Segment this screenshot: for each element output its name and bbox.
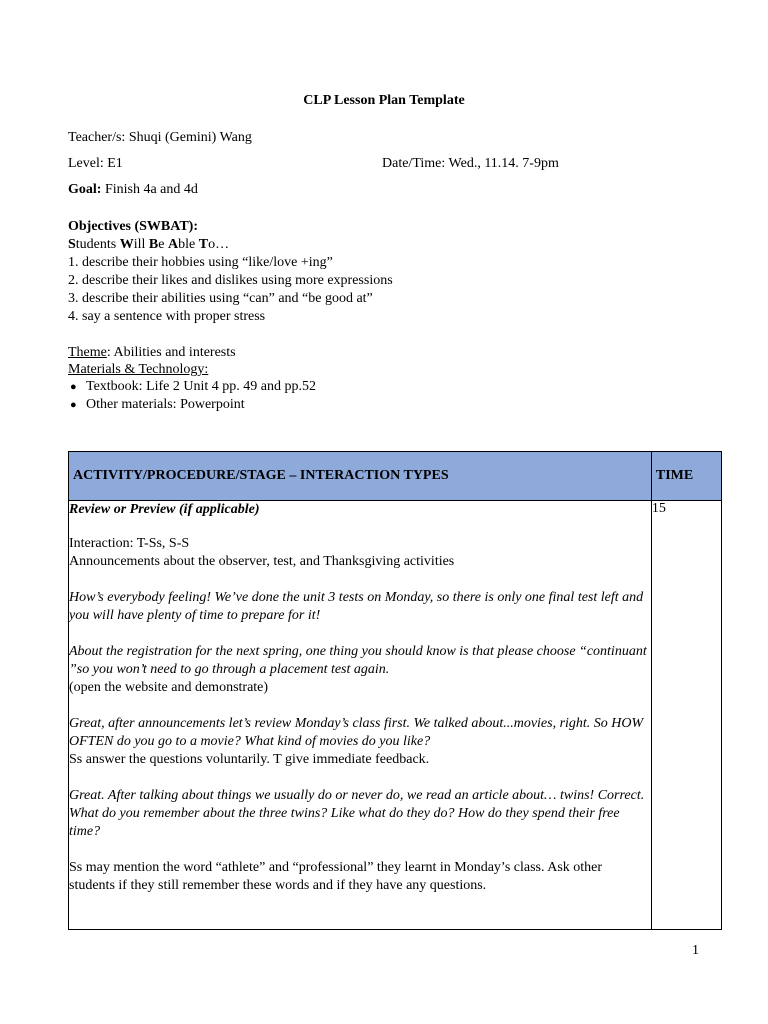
swbat-cap: A [167,237,179,252]
section-title: Review or Preview (if applicable) [69,502,260,517]
objective-item: 2. describe their likes and dislikes using more expressions [68,273,393,288]
activity-column-header [69,452,652,501]
theme-label: Theme [68,345,107,360]
swbat-cap: T [198,237,209,252]
procedure-note: Ss may mention the word “athlete” and “professional” they learnt in Monday’s class. Ask other students if they still remember these words and if they have any questions. [69,860,603,893]
page-title: CLP Lesson Plan Template [303,93,465,108]
time-column-header [651,452,721,501]
swbat-rest: ble [178,237,199,252]
announcements-text: Announcements about the observer, test, and Thanksgiving activities [69,554,455,569]
activity-table [68,451,722,930]
teacher-label: Teacher/s: [68,130,126,145]
materials-list [70,378,316,414]
material-text: Textbook: Life 2 Unit 4 pp. 49 and pp.52 [86,379,316,394]
goal-line [68,181,198,199]
objective-item: 3. describe their abilities using “can” and “be good at” [68,291,373,306]
objectives-heading: Objectives (SWBAT): [68,219,198,234]
page-number: 1 [692,943,699,958]
teacher-script: Great. After talking about things we usually do or never do, we read an article about… twins! Correct. What do you remember about the three twins? Like what do they do? How do they spend their free time? [69,788,645,839]
teacher-line [68,129,252,147]
interaction-text: Interaction: T-Ss, S-S [69,536,190,551]
material-text: Other materials: Powerpoint [86,397,245,412]
bullet-icon: ● [70,399,77,411]
theme-line [68,344,236,362]
teacher-script: How’s everybody feeling! We’ve done the unit 3 tests on Monday, so there is only one final test left and you will have plenty of time to prepare for it! [69,590,644,623]
swbat-rest: o… [208,237,230,252]
goal-value: Finish 4a and 4d [101,182,198,197]
objective-item: 4. say a sentence with proper stress [68,309,266,324]
time-header-text: TIME [655,468,694,483]
objective-item: 1. describe their hobbies using “like/love +ing” [68,255,333,270]
swbat-line [68,236,229,254]
procedure-note: (open the website and demonstrate) [69,680,269,695]
level-line: Level: E1 [68,156,123,171]
list-item [70,378,316,396]
datetime-line: Date/Time: Wed., 11.14. 7-9pm [382,156,559,171]
table-row [69,501,722,930]
swbat-cap: W [119,237,134,252]
teacher-script: About the registration for the next spring, one thing you should know is that please choose “continuant ”so you won’t need to go through a placement test again. [69,644,647,677]
list-item [70,396,316,414]
swbat-rest: tudents [75,237,120,252]
goal-label: Goal: [68,182,102,197]
activity-cell [69,501,652,930]
theme-value: : Abilities and interests [106,345,236,360]
swbat-cap: S [68,237,76,252]
time-cell: 15 [651,501,721,930]
materials-heading: Materials & Technology: [68,362,209,377]
bullet-icon: ● [70,381,77,393]
swbat-rest: ill [133,237,149,252]
procedure-note: Ss answer the questions voluntarily. T give immediate feedback. [69,752,430,767]
teacher-script: Great, after announcements let’s review Monday’s class first. We talked about...movies, right. So HOW OFTEN do you go to a movie? What kind of movies do you like? [69,716,644,749]
teacher-value: Shuqi (Gemini) Wang [125,130,252,145]
swbat-cap: B [148,237,159,252]
swbat-rest: e [158,237,168,252]
table-header-row [69,452,722,501]
activity-header-text: ACTIVITY/PROCEDURE/STAGE – INTERACTION TYPES [73,468,449,483]
